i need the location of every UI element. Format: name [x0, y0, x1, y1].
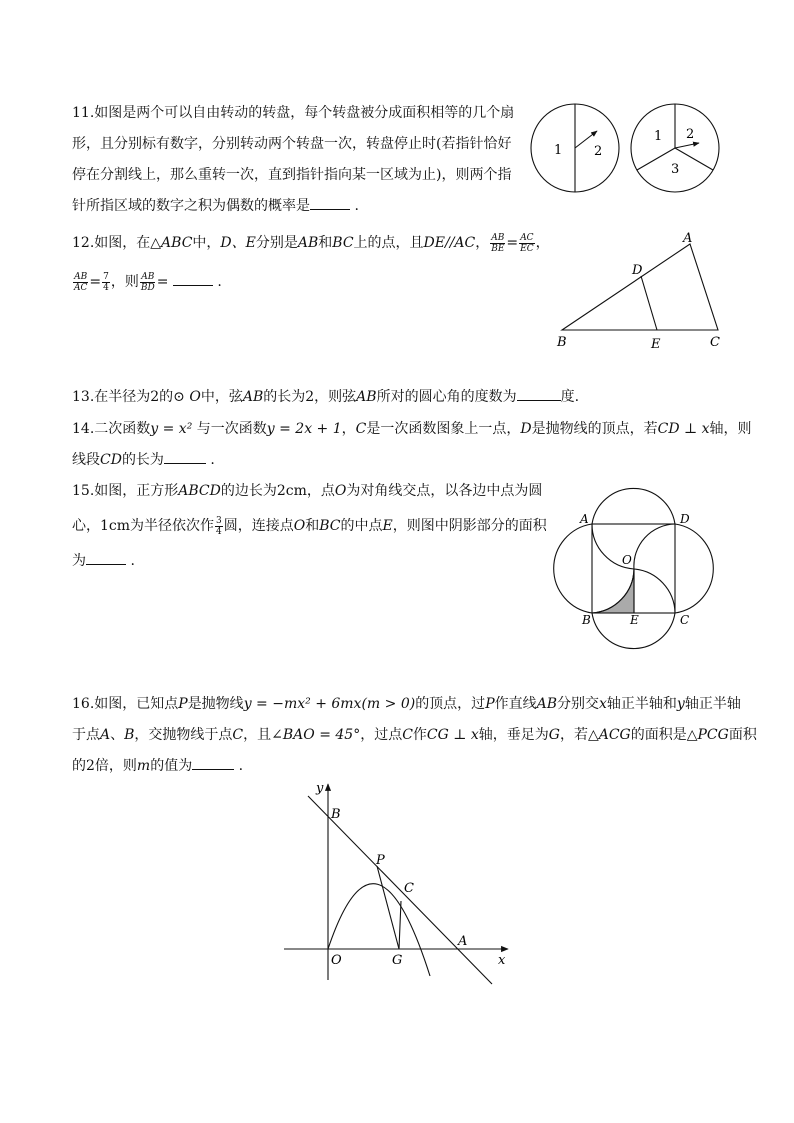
math: ABCD [178, 483, 221, 499]
q16-line-2 [72, 720, 757, 751]
text: 轴正半轴和 [606, 696, 677, 712]
answer-blank-15[interactable] [86, 550, 126, 565]
label-D: D [632, 263, 643, 278]
label-y: y [316, 781, 324, 796]
q12-line-2 [72, 267, 550, 298]
fraction [102, 272, 110, 293]
math: C [232, 727, 244, 743]
text: 与一次函数 [196, 421, 267, 437]
text: 为对角线交点，以各边中点为圆 [346, 483, 543, 499]
question-13 [72, 382, 579, 413]
question-11 [72, 98, 514, 222]
text: 的长为 [121, 452, 164, 468]
disc1-label-1: 1 [554, 143, 563, 158]
text: 和 [318, 235, 333, 251]
text: 线段 [72, 452, 100, 468]
math: x [599, 696, 607, 712]
text: 的2倍，则 [72, 758, 137, 774]
text: 所对的圆心角的度数为 [376, 389, 517, 405]
q15-line-1 [72, 476, 547, 507]
text: 中， [192, 235, 221, 251]
text: ， [341, 421, 356, 437]
equals: = [89, 274, 102, 290]
text: 、 [110, 727, 125, 743]
math: y = −mx² + 6mx(m > 0) [243, 696, 416, 712]
math: C [402, 727, 413, 743]
label-D: D [680, 512, 690, 526]
q14-line-2 [72, 445, 752, 476]
text: 面积 [728, 727, 757, 743]
text: ， [475, 235, 490, 251]
label-E: E [651, 337, 661, 352]
text: ，且 [243, 727, 272, 743]
text: ，若 [559, 727, 588, 743]
triangle-figure [552, 232, 732, 352]
period: . [234, 758, 244, 774]
text: 15.如图，正方形 [72, 483, 179, 499]
math: △PCG [686, 727, 729, 743]
text: 是抛物线 [187, 696, 244, 712]
math: E [382, 518, 393, 534]
label-P: P [376, 853, 385, 868]
parabola-curve [328, 884, 430, 976]
label-B: B [557, 335, 567, 350]
label-C: C [404, 881, 414, 896]
text: 分别交 [557, 696, 600, 712]
question-14 [72, 414, 752, 476]
text: 为 [72, 553, 86, 569]
pointer-arrow [675, 143, 699, 148]
text: ，过点 [360, 727, 403, 743]
text: ，点 [306, 483, 335, 499]
label-C: C [710, 335, 720, 350]
numerator: AB [74, 271, 88, 282]
q11-line-1: 11.如图是两个可以自由转动的转盘，每个转盘被分成面积相等的几个扇 [72, 105, 515, 121]
answer-blank-11[interactable] [310, 195, 350, 210]
answer-blank-16[interactable] [192, 755, 234, 770]
math: 1cm [100, 518, 131, 534]
label-O: O [331, 953, 342, 968]
numerator: 3 [216, 515, 222, 526]
math: CD ⊥ x [657, 421, 710, 437]
q11-line-4-text: 针所指区域的数字之积为偶数的概率是 [72, 198, 310, 214]
math: m [136, 758, 151, 774]
text: 的值为 [150, 758, 193, 774]
math: C [355, 421, 367, 437]
math: y [676, 696, 685, 712]
text: 和 [305, 518, 320, 534]
label-C: C [680, 613, 690, 627]
denominator: BD [140, 282, 155, 293]
text: 轴正半轴 [684, 696, 741, 712]
numerator: AB [491, 232, 505, 243]
denominator: BE [491, 243, 505, 254]
math: y = 2x + 1 [266, 421, 342, 437]
text: 上的点，且 [353, 235, 424, 251]
text: 轴，垂足为 [478, 727, 549, 743]
q15-line-3 [72, 546, 547, 577]
text: ，交抛物线于点 [134, 727, 233, 743]
math: P [178, 696, 188, 712]
math: △ABC [150, 235, 193, 251]
text: 作 [412, 727, 427, 743]
denominator: 4 [103, 282, 109, 293]
math: D [520, 421, 532, 437]
period: . [126, 553, 135, 569]
q12-line-1 [72, 228, 550, 259]
math: △ACG [587, 727, 631, 743]
text: 的面积是 [630, 727, 687, 743]
denominator: AC [74, 282, 88, 293]
label-x: x [498, 953, 506, 968]
disc2-label-3: 3 [671, 162, 680, 177]
q15-line-2 [72, 511, 547, 542]
text: 是抛物线的顶点，若 [531, 421, 658, 437]
math: DE//AC [423, 235, 476, 251]
q14-line-1 [72, 414, 752, 445]
text: ，则 [110, 274, 139, 290]
label-O: O [622, 553, 632, 567]
text: 13.在半径为2的 [72, 389, 174, 405]
math: CG ⊥ x [426, 727, 479, 743]
math: P [485, 696, 495, 712]
period: . [205, 452, 215, 468]
segment-CG [399, 901, 401, 949]
denominator: 4 [216, 526, 222, 537]
math: CD [100, 452, 122, 468]
answer-blank-14[interactable] [164, 449, 206, 464]
fraction [140, 272, 156, 293]
text: 分别是 [255, 235, 298, 251]
math: A [100, 727, 111, 743]
disc1-label-2: 2 [594, 144, 603, 159]
text: 圆，连接点 [223, 518, 294, 534]
spinner-2 [631, 104, 719, 192]
math: BC [319, 518, 341, 534]
parabola-figure [280, 780, 520, 990]
period: . [212, 274, 222, 290]
q13-line [72, 382, 579, 413]
q11-line-4 [72, 191, 514, 222]
text: 轴，则 [709, 421, 752, 437]
fraction [490, 233, 505, 254]
circle-symbol: ⊙ [173, 389, 185, 405]
text: 作直线 [494, 696, 537, 712]
equals: = [156, 274, 169, 290]
label-A: A [458, 934, 468, 949]
text: ，则图中阴影部分的面积 [392, 518, 547, 534]
math: AB [536, 696, 558, 712]
spinner-1 [531, 104, 619, 192]
math: ∠BAO = 45° [271, 727, 361, 743]
label-A: A [580, 512, 589, 526]
text: 的长为2，则弦 [263, 389, 357, 405]
math: AB [242, 389, 264, 405]
denominator: EC [520, 243, 534, 254]
question-12 [72, 228, 550, 298]
disc2-label-2: 2 [686, 127, 695, 142]
math: O [293, 518, 306, 534]
text: 14.二次函数 [72, 421, 151, 437]
label-B: B [331, 807, 341, 822]
q11-line-2: 形，且分别标有数字，分别转动两个转盘一次，转盘停止时(若指针恰好 [72, 136, 512, 152]
question-15 [72, 476, 547, 577]
text: 的顶点，过 [415, 696, 486, 712]
text: 16.如图，已知点 [72, 696, 179, 712]
text: 是一次函数图象上一点， [366, 421, 521, 437]
equals: = [506, 235, 519, 251]
math: D、E [220, 235, 256, 251]
math: B [124, 727, 135, 743]
text: ， [535, 235, 550, 251]
text: 12.如图，在 [72, 235, 151, 251]
fraction [215, 516, 223, 537]
spinner-figure [528, 102, 718, 202]
text: 的中点 [340, 518, 383, 534]
numerator: AB [141, 271, 155, 282]
question-16 [72, 689, 757, 782]
square-arcs-figure [544, 478, 734, 658]
text: 中，弦 [200, 389, 243, 405]
math: y = x² [150, 421, 197, 437]
answer-blank-13[interactable] [517, 386, 561, 401]
label-E: E [630, 613, 639, 627]
q11-period: . [350, 198, 359, 214]
text: 的边长为 [220, 483, 277, 499]
q16-line-3 [72, 751, 757, 782]
q11-line-3: 停在分割线上，那么重转一次，直到指针指向某一区域为止)，则两个指 [72, 167, 512, 183]
numerator: AC [520, 232, 534, 243]
math: AB [356, 389, 377, 405]
math: BC [332, 235, 354, 251]
text: 于点 [72, 727, 100, 743]
fraction [519, 233, 534, 254]
text: 为半径依次作 [130, 518, 215, 534]
math: 2cm [276, 483, 307, 499]
answer-blank-12[interactable] [173, 271, 213, 286]
fraction [73, 272, 88, 293]
math: AB [297, 235, 319, 251]
numerator: 7 [103, 271, 109, 282]
label-A: A [683, 231, 693, 246]
text: 度. [560, 389, 580, 405]
math: O [334, 483, 347, 499]
label-G: G [392, 953, 403, 968]
text: 心， [72, 518, 100, 534]
math: O [189, 389, 201, 405]
math: G [548, 727, 560, 743]
disc2-label-1: 1 [654, 129, 663, 144]
label-B: B [582, 613, 591, 627]
q16-line-1 [72, 689, 757, 720]
